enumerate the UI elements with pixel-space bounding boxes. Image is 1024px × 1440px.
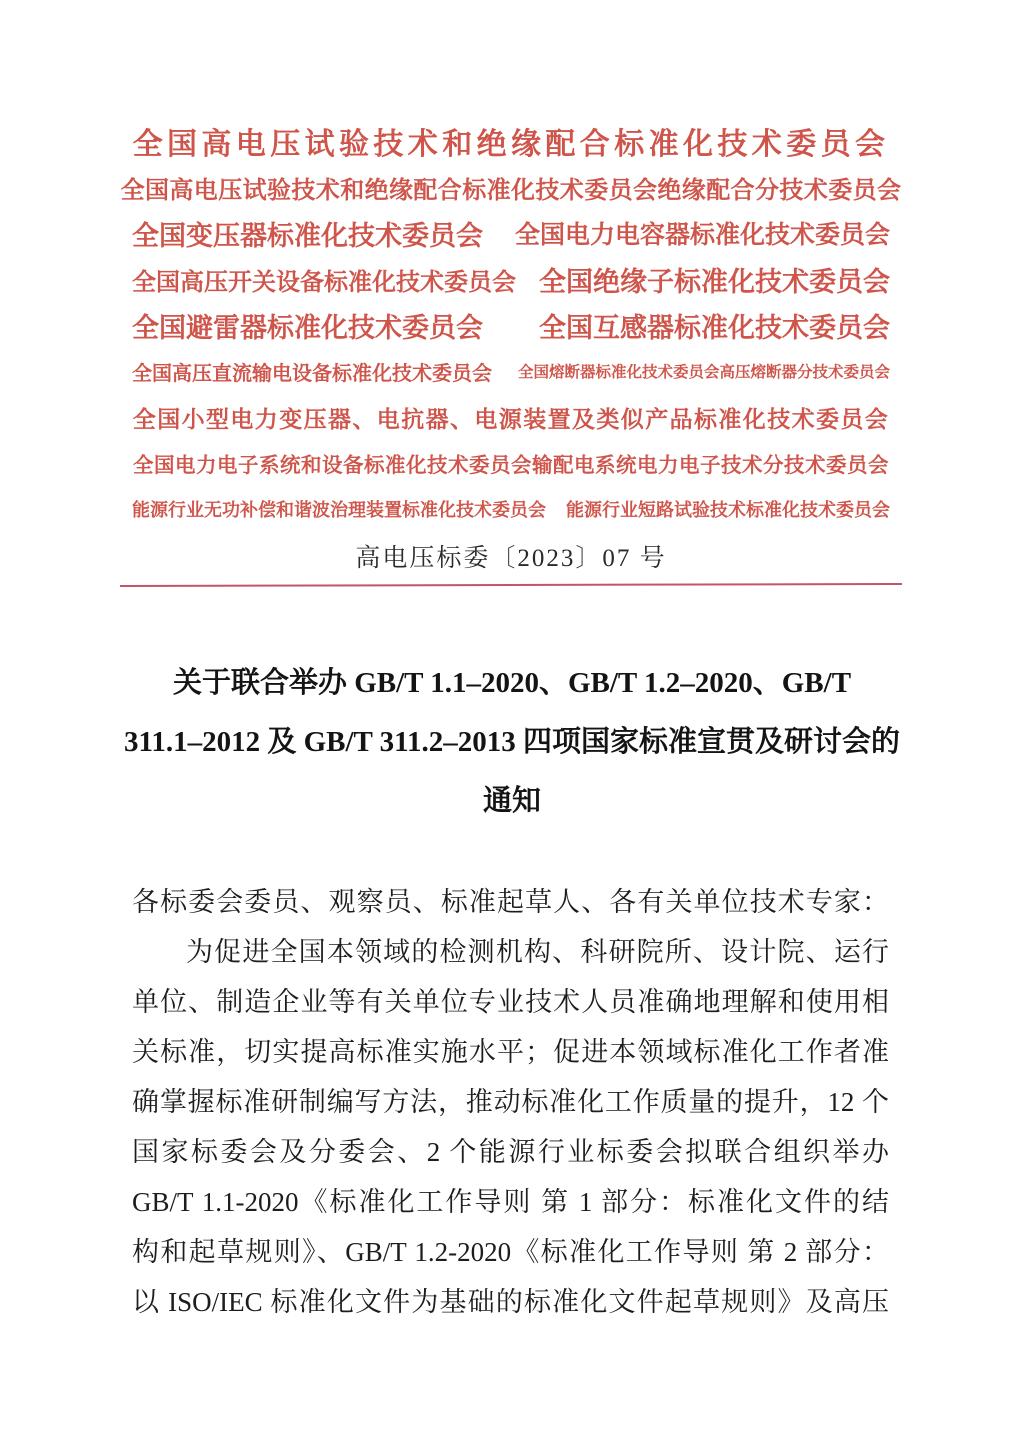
committee-name: 全国电力电子系统和设备标准化技术委员会输配电系统电力电子技术分技术委员会 bbox=[133, 454, 889, 477]
body-line-8: 构和起草规则》、GB/T 1.2-2020《标准化工作导则 第 2 部分： bbox=[132, 1237, 889, 1267]
committee-name: 全国熔断器标准化技术委员会高压熔断器分技术委员会 bbox=[517, 364, 890, 381]
committee-name: 全国绝缘子标准化技术委员会 bbox=[539, 266, 890, 297]
doc-number: 高电压标委〔2023〕07 号 bbox=[355, 545, 667, 572]
body-line-5: 确掌握标准研制编写方法，推动标准化工作质量的提升，12 个 bbox=[132, 1087, 889, 1117]
committee-name: 全国互感器标准化技术委员会 bbox=[539, 312, 890, 343]
committee-line-8 bbox=[132, 440, 890, 486]
red-divider-line bbox=[120, 583, 902, 587]
committee-name: 全国电力电容器标准化技术委员会 bbox=[514, 221, 890, 249]
body-line-3: 单位、制造企业等有关单位专业技术人员准确地理解和使用相 bbox=[132, 987, 889, 1017]
committee-name: 能源行业无功补偿和谐波治理装置标准化技术委员会 bbox=[132, 500, 546, 520]
committee-name: 全国高压直流输电设备标准化技术委员会 bbox=[132, 362, 492, 385]
document-title bbox=[110, 654, 914, 831]
body-line-1: 各标委会委员、观察员、标准起草人、各有关单位技术专家： bbox=[132, 887, 889, 917]
committee-name: 全国高电压试验技术和绝缘配合标准化技术委员会 bbox=[132, 128, 890, 161]
body-line-9: 以 ISO/IEC 标准化文件为基础的标准化文件起草规则》及高压 bbox=[132, 1287, 889, 1317]
body-line-4: 关标准，切实提高标准实施水平；促进本领域标准化工作者准 bbox=[132, 1037, 889, 1067]
committee-name: 全国高压开关设备标准化技术委员会 bbox=[132, 268, 516, 296]
committee-line-4 bbox=[132, 256, 890, 302]
body-line-7: GB/T 1.1-2020《标准化工作导则 第 1 部分：标准化文件的结 bbox=[132, 1187, 889, 1217]
committee-line-7 bbox=[132, 394, 890, 440]
committee-name: 能源行业短路试验技术标准化技术委员会 bbox=[566, 500, 890, 520]
committee-line-6 bbox=[132, 348, 890, 394]
title-line-3: 通知 bbox=[482, 785, 541, 817]
committee-line-2 bbox=[120, 164, 902, 210]
committee-line-9 bbox=[132, 486, 890, 532]
title-line-2: 311.1–2012 及 GB/T 311.2–2013 四项国家标准宣贯及研讨会的 bbox=[123, 726, 901, 758]
body-line-2: 为促进全国本领域的检测机构、科研院所、设计院、运行 bbox=[186, 937, 889, 967]
committee-line-3 bbox=[132, 210, 890, 256]
document-body bbox=[132, 877, 889, 1327]
committee-name: 全国小型电力变压器、电抗器、电源装置及类似产品标准化技术委员会 bbox=[132, 405, 890, 432]
committee-name: 全国高电压试验技术和绝缘配合标准化技术委员会绝缘配合分技术委员会 bbox=[120, 176, 902, 204]
committee-line-5 bbox=[132, 302, 890, 348]
letterhead-committee-list bbox=[120, 118, 902, 532]
committee-line-1 bbox=[132, 118, 890, 164]
committee-name: 全国变压器标准化技术委员会 bbox=[132, 220, 483, 251]
committee-name: 全国避雷器标准化技术委员会 bbox=[132, 312, 483, 343]
title-line-1: 关于联合举办 GB/T 1.1–2020、GB/T 1.2–2020、GB/T bbox=[172, 667, 852, 699]
body-line-6: 国家标委会及分委会、2 个能源行业标委会拟联合组织举办 bbox=[132, 1137, 889, 1167]
